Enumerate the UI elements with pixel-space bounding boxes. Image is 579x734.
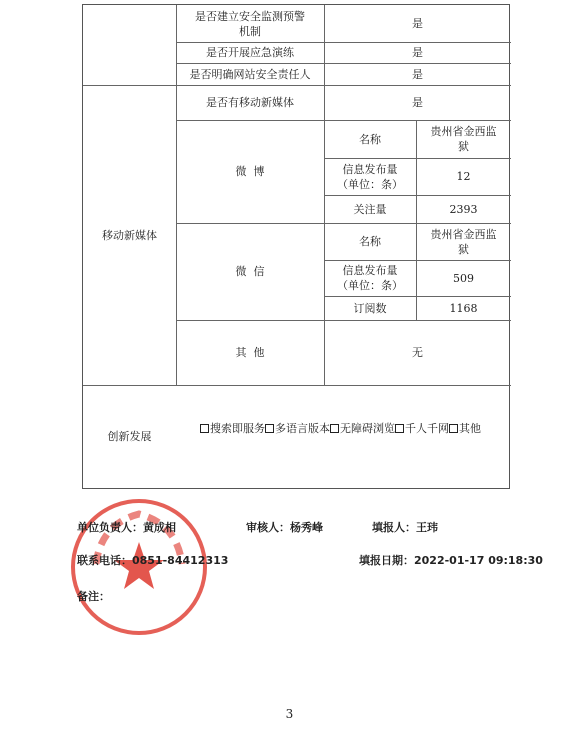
other-label: 其 他	[235, 346, 265, 359]
page-number: 3	[285, 707, 294, 721]
weibo-follow-label: 关注量	[353, 202, 387, 216]
wechat-name-label: 名称	[359, 235, 381, 248]
mobile-media-section-label: 移动新媒体	[102, 228, 157, 242]
security-responsible-label: 是否明确网站安全责任人	[189, 67, 311, 81]
monitoring-warning-label: 是否建立安全监测预警 机制	[195, 9, 305, 38]
checkbox-icon[interactable]	[200, 424, 209, 433]
option-search-service[interactable]: 搜索即服务	[200, 421, 265, 436]
option-other[interactable]: 其他	[449, 421, 481, 436]
unit-head: 单位负责人：黄成相	[77, 521, 176, 534]
option-accessibility[interactable]: 无障碍浏览	[330, 421, 395, 436]
weibo-name-value: 贵州省金西监 狱	[430, 125, 497, 153]
weibo-count-label: 信息发布量 （单位：条）	[337, 162, 403, 191]
has-mobile-media-label: 是否有移动新媒体	[206, 96, 294, 109]
emergency-drill-value: 是	[412, 46, 423, 59]
filler: 填报人：王玮	[372, 521, 438, 534]
wechat-count-value: 509	[453, 271, 474, 285]
wechat-name-value: 贵州省金西监 狱	[430, 227, 497, 256]
checkbox-icon[interactable]	[449, 424, 458, 433]
wechat-count-label: 信息发布量 （单位：条）	[337, 264, 403, 292]
option-multilingual[interactable]: 多语言版本	[265, 421, 330, 436]
wechat-sub-label: 订阅数	[353, 301, 387, 315]
checkbox-icon[interactable]	[395, 424, 404, 433]
wechat-sub-value: 1168	[449, 301, 478, 315]
emergency-drill-label: 是否开展应急演练	[206, 46, 294, 59]
note-label: 备注：	[77, 590, 110, 603]
weibo-label: 微 博	[235, 165, 265, 178]
security-responsible-value: 是	[412, 67, 423, 81]
innovation-options	[176, 385, 511, 471]
wechat-label: 微 信	[235, 265, 265, 278]
report-table	[82, 4, 510, 489]
reviewer: 审核人：杨秀峰	[246, 521, 323, 534]
checkbox-icon[interactable]	[265, 424, 274, 433]
other-value: 无	[412, 346, 423, 359]
weibo-count-value: 12	[456, 170, 471, 183]
checkbox-icon[interactable]	[330, 424, 339, 433]
contact-phone: 联系电话：0851-84412313	[77, 554, 229, 567]
option-personalized[interactable]: 千人千网	[395, 421, 449, 436]
has-mobile-media-value: 是	[412, 96, 423, 109]
innovation-label: 创新发展	[107, 430, 152, 443]
report-date: 填报日期：2022-01-17 09:18:30	[359, 554, 543, 567]
monitoring-warning-value: 是	[412, 17, 423, 30]
weibo-follow-value: 2393	[449, 202, 478, 216]
weibo-name-label: 名称	[359, 132, 381, 146]
